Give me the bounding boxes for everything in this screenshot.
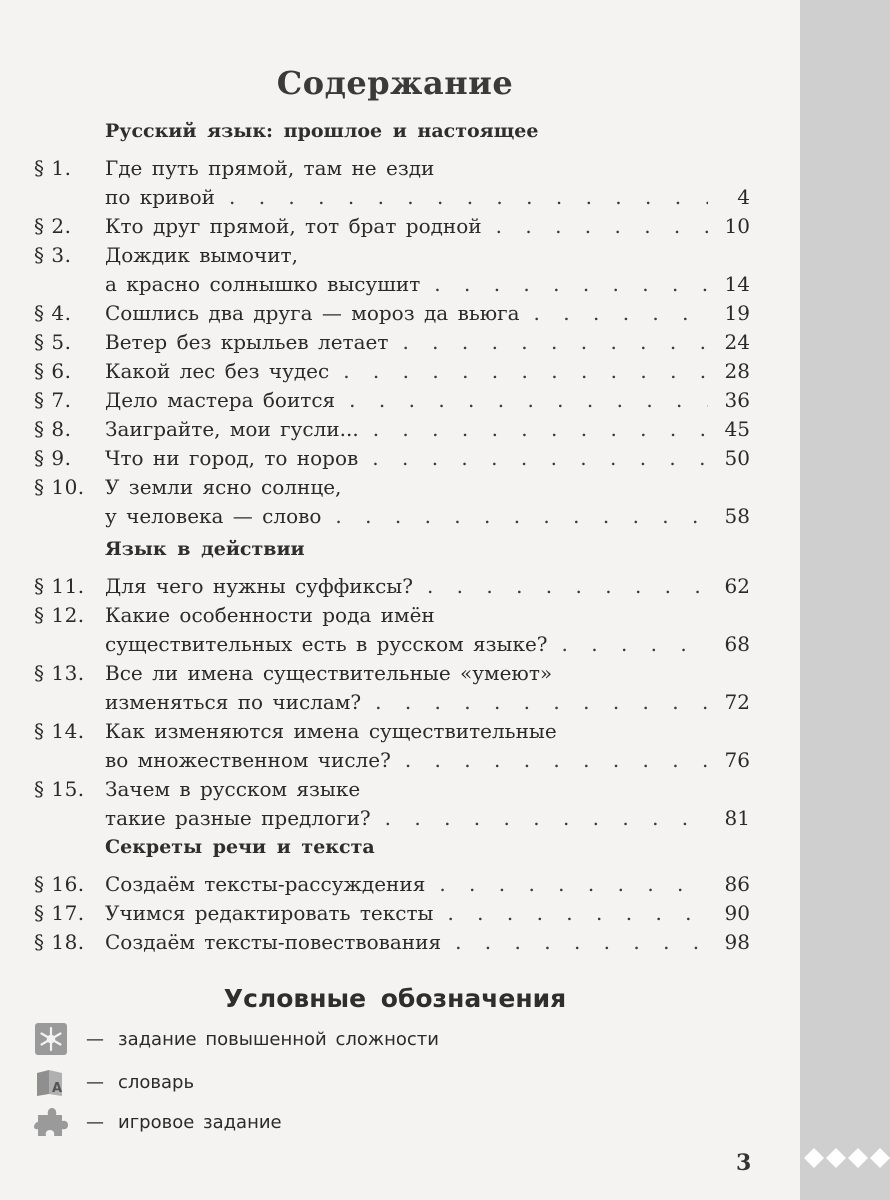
chevron-pattern-decoration	[800, 1138, 890, 1178]
section-heading: Русский язык: прошлое и настоящее	[105, 120, 539, 142]
entry-number: § 11.	[34, 574, 85, 598]
legend-dash: —	[86, 1028, 104, 1050]
entry-title: изменяться по числам?	[105, 690, 362, 714]
entry-number: § 10.	[34, 475, 85, 499]
entry-number: § 16.	[34, 872, 85, 896]
dot-leader	[534, 301, 708, 325]
dot-leader	[402, 330, 708, 354]
dot-leader	[335, 504, 708, 528]
entry-page: 58	[724, 504, 750, 528]
legend-dash: —	[86, 1111, 104, 1133]
entry-page: 36	[724, 388, 750, 412]
entry-title: Создаём тексты-повествования	[105, 930, 442, 954]
entry-number: § 7.	[34, 388, 72, 412]
entry-title: Все ли имена существительные «умеют»	[105, 661, 553, 685]
legend-text: задание повышенной сложности	[118, 1028, 439, 1050]
entry-page: 98	[724, 930, 750, 954]
dot-leader	[496, 214, 708, 238]
entry-page: 24	[724, 330, 750, 354]
page-number: 3	[736, 1150, 752, 1176]
entry-title: Дождик вымочит,	[105, 243, 298, 267]
legend-text: словарь	[118, 1071, 195, 1093]
dot-leader	[447, 901, 708, 925]
entry-title: Для чего нужны суффиксы?	[105, 574, 413, 598]
legend-text: игровое задание	[118, 1111, 282, 1133]
legend-item-game-task	[34, 1105, 634, 1139]
dot-leader	[439, 872, 708, 896]
section-heading: Язык в действии	[105, 538, 305, 560]
entry-title: Какие особенности рода имён	[105, 603, 435, 627]
entry-title: а красно солнышко высушит	[105, 272, 421, 296]
dot-leader	[373, 417, 708, 441]
entry-title: по кривой	[105, 185, 215, 209]
entry-number: § 6.	[34, 359, 72, 383]
entry-page: 4	[737, 185, 750, 209]
dot-leader	[405, 748, 708, 772]
entry-page: 14	[724, 272, 750, 296]
entry-page: 76	[724, 748, 750, 772]
entry-title: Ветер без крыльев летает	[105, 330, 389, 354]
legend-item-dictionary	[34, 1065, 634, 1099]
entry-title: Что ни город, то норов	[105, 446, 359, 470]
entry-number: § 1.	[34, 156, 72, 180]
entry-title: Зачем в русском языке	[105, 777, 361, 801]
legend-title: Условные обозначения	[223, 984, 567, 1013]
entry-page: 72	[724, 690, 750, 714]
entry-number: § 13.	[34, 661, 85, 685]
entry-page: 45	[724, 417, 750, 441]
legend-item-hard-task	[34, 1022, 634, 1056]
snowflake-puzzle-icon	[34, 1022, 68, 1056]
entry-title: такие разные предлоги?	[105, 806, 371, 830]
dot-leader	[455, 930, 708, 954]
entry-number: § 5.	[34, 330, 72, 354]
legend-dash: —	[86, 1071, 104, 1093]
dot-leader	[375, 690, 708, 714]
entry-title: Где путь прямой, там не езди	[105, 156, 435, 180]
entry-title: у человека — слово	[105, 504, 322, 528]
entry-number: § 15.	[34, 777, 85, 801]
dot-leader	[385, 806, 708, 830]
entry-number: § 2.	[34, 214, 72, 238]
entry-page: 28	[724, 359, 750, 383]
entry-number: § 18.	[34, 930, 85, 954]
entry-title: У земли ясно солнце,	[105, 475, 342, 499]
side-strip	[800, 0, 890, 1200]
entry-page: 90	[724, 901, 750, 925]
page-title: Содержание	[276, 64, 514, 102]
entry-page: 50	[724, 446, 750, 470]
entry-title: Сошлись два друга — мороз да вьюга	[105, 301, 520, 325]
entry-title: Кто друг прямой, тот брат родной	[105, 214, 482, 238]
dot-leader	[427, 574, 708, 598]
puzzle-piece-icon	[34, 1105, 68, 1139]
entry-number: § 12.	[34, 603, 85, 627]
entry-title: Дело мастера боится	[105, 388, 336, 412]
entry-number: § 4.	[34, 301, 72, 325]
section-heading: Секреты речи и текста	[105, 836, 375, 858]
dot-leader	[343, 359, 708, 383]
entry-page: 68	[724, 632, 750, 656]
entry-title: Заиграйте, мои гусли...	[105, 417, 359, 441]
entry-page: 86	[724, 872, 750, 896]
entry-number: § 17.	[34, 901, 85, 925]
dot-leader	[229, 185, 708, 209]
entry-title: существительных есть в русском языке?	[105, 632, 548, 656]
entry-page: 10	[724, 214, 750, 238]
entry-title: Какой лес без чудес	[105, 359, 330, 383]
entry-page: 81	[724, 806, 750, 830]
entry-number: § 9.	[34, 446, 72, 470]
dot-leader	[349, 388, 708, 412]
entry-number: § 8.	[34, 417, 72, 441]
entry-title: Учимся редактировать тексты	[105, 901, 434, 925]
entry-page: 19	[724, 301, 750, 325]
entry-title: Как изменяются имена существительные	[105, 719, 557, 743]
entry-page: 62	[724, 574, 750, 598]
dot-leader	[562, 632, 708, 656]
entry-number: § 14.	[34, 719, 85, 743]
svg-text:A: A	[52, 1081, 63, 1096]
dot-leader	[372, 446, 708, 470]
entry-title: во множественном числе?	[105, 748, 391, 772]
entry-number: § 3.	[34, 243, 72, 267]
dictionary-book-icon	[34, 1065, 68, 1099]
entry-title: Создаём тексты-рассуждения	[105, 872, 426, 896]
dot-leader	[434, 272, 708, 296]
